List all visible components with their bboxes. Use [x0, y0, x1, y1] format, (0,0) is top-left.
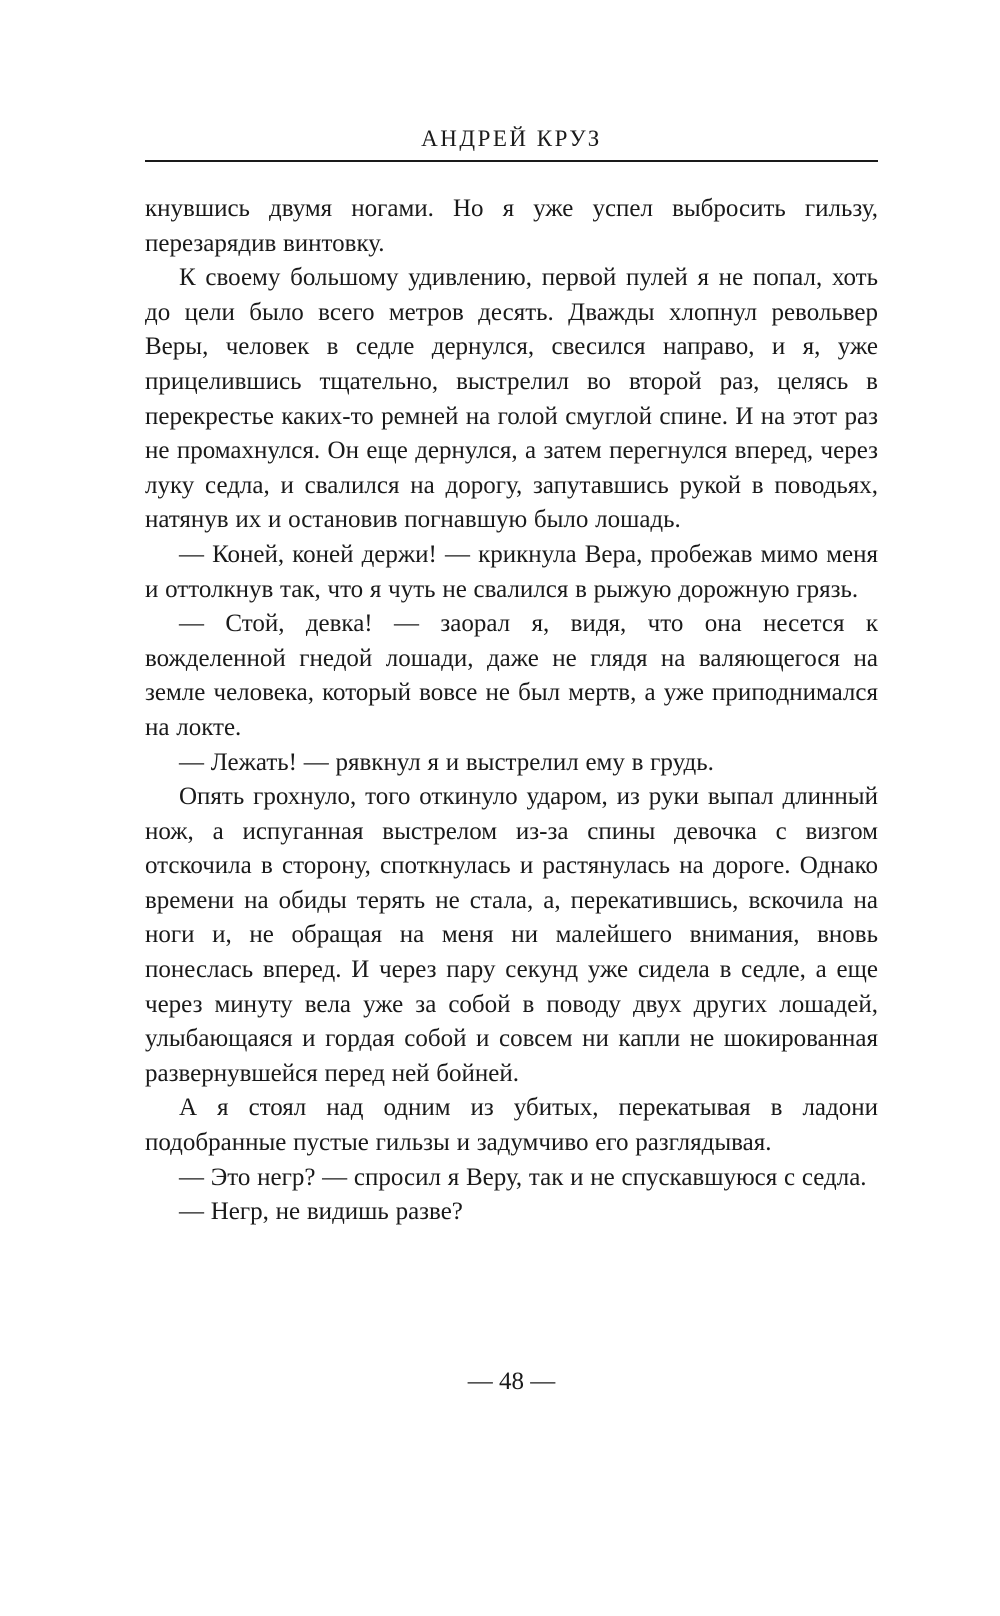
paragraph: — Негр, не видишь разве? — [179, 1198, 463, 1226]
page-body — [145, 192, 878, 1230]
running-head-author: АНДРЕЙ КРУЗ — [421, 126, 602, 151]
paragraph: — Это негр? — спросил я Веру, так и не спускавшуюся с седла. — [179, 1163, 867, 1191]
paragraph: К своему большому удивлению, первой пулей я не попал, хоть до цели было всего метров десять. Дважды хлопнул револьвер Веры, человек в седле дернулся, свесился направо, и я, уже прицелившись тщательно, выстрелил во второй раз, целясь в перекрестье каких-то ремней на голой смуглой спине. И на этот раз не промахнулся. Он еще дернулся, а затем перегнулся вперед, через луку седла, и свалился на дорогу, запутавшись рукой в поводьях, натянув их и остановив погнавшую было лошадь. — [145, 264, 878, 534]
paragraph: А я стоял над одним из убитых, перекатывая в ладони подобранные пустые гильзы и задумчиво его разглядывая. — [145, 1094, 878, 1157]
header-rule — [145, 160, 878, 162]
paragraph: — Лежать! — рявкнул я и выстрелил ему в грудь. — [179, 748, 714, 776]
page-number: — 48 — — [467, 1368, 556, 1395]
paragraph: кнувшись двумя ногами. Но я уже успел выбросить гильзу, перезарядив винтовку. — [145, 195, 878, 257]
paragraph: Опять грохнуло, того откинуло ударом, из руки выпал длинный нож, а испуганная выстрелом из-за спины девочка с визгом отскочила в сторону, споткнулась и растянулась на дороге. Однако времени на обиды терять не стала, а, перекатившись, вскочила на ноги и, не обращая на меня ни малейшего внимания, вновь понеслась вперед. И через пару секунд уже сидела в седле, а еще через минуту вела уже за собой в поводу двух других лошадей, улыбающаяся и гордая собой и совсем ни капли не шокированная развернувшейся перед ней бойней. — [145, 783, 878, 1087]
paragraph: — Коней, коней держи! — крикнула Вера, пробежав мимо меня и оттолкнув так, что я чуть не свалился в рыжую дорожную грязь. — [145, 540, 878, 603]
paragraph: — Стой, девка! — заорал я, видя, что она несется к вожделенной гнедой лошади, даже не глядя на валяющегося на земле человека, который вовсе не был мертв, а уже приподнимался на локте. — [145, 610, 878, 741]
